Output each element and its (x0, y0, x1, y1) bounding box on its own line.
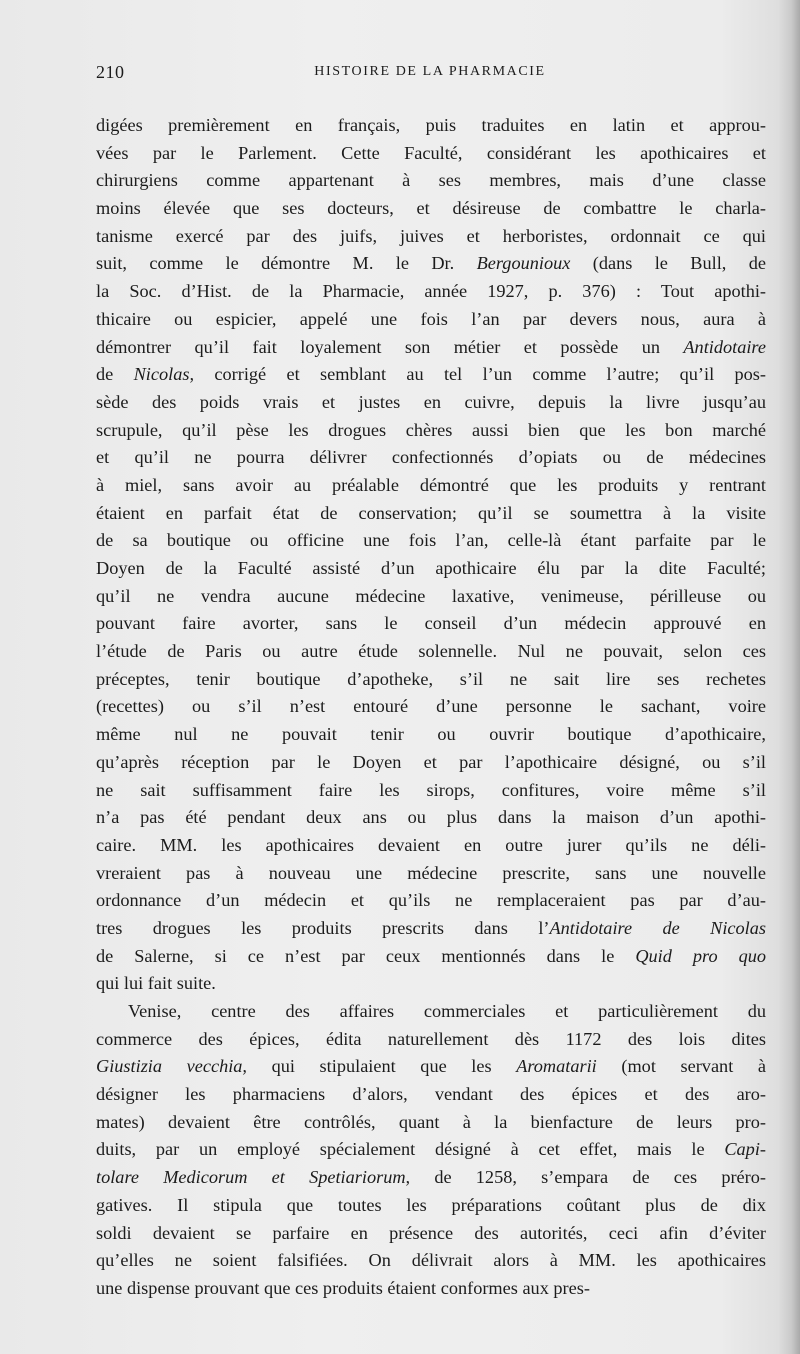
text-segment: ordonnance d’un médecin et qu’ils ne remplaceraient pas par d’au- (96, 890, 766, 911)
text-line (96, 1053, 766, 1081)
text-line (96, 555, 766, 583)
text-line (96, 1164, 766, 1192)
text-segment: étaient en parfait état de conservation; qu’il se soumettra à la visite (96, 502, 766, 523)
text-segment: thicaire ou espicier, appelé une fois l’an par devers nous, aura à (96, 308, 766, 329)
text-line (96, 666, 766, 694)
text-line (96, 112, 766, 140)
text-line (96, 998, 766, 1026)
italic-text: Capi- (724, 1139, 766, 1160)
body-text (96, 112, 766, 1303)
text-segment: suit, comme le démontre M. le Dr. (96, 253, 477, 274)
text-line (96, 527, 766, 555)
text-line (96, 167, 766, 195)
text-line (96, 1192, 766, 1220)
text-line (96, 804, 766, 832)
text-segment: (mot servant à (596, 1056, 766, 1077)
text-line (96, 915, 766, 943)
italic-text: Giustizia vecchia, (96, 1056, 248, 1077)
text-line (96, 444, 766, 472)
text-line (96, 583, 766, 611)
text-line (96, 389, 766, 417)
paragraph (96, 998, 766, 1303)
text-segment: gatives. Il stipula que toutes les préparations coûtant plus de dix (96, 1194, 766, 1215)
text-segment: Doyen de la Faculté assisté d’un apothicaire élu par la dite Faculté; (96, 558, 766, 578)
text-segment: mates) devaient être contrôlés, quant à la bienfacture de leurs pro- (96, 1111, 766, 1132)
text-line (96, 610, 766, 638)
text-segment: de Salerne, si ce n’est par ceux mentionnés dans le (96, 945, 636, 966)
paragraph (96, 112, 766, 998)
text-line (96, 278, 766, 306)
italic-text: Nicolas, (133, 364, 195, 385)
text-segment: vées par le Parlement. Cette Faculté, considérant les apothicaires et (96, 142, 766, 163)
text-segment: pouvant faire avorter, sans le conseil d’un médecin approuvé en (96, 613, 766, 634)
text-segment: qu’il ne vendra aucune médecine laxative, venimeuse, périlleuse ou (96, 585, 766, 606)
text-segment: commerce des épices, édita naturellement dès 1172 des lois dites (96, 1028, 766, 1049)
page-number: 210 (96, 62, 125, 82)
text-line (96, 195, 766, 223)
text-line (96, 361, 766, 389)
italic-text: Antidotaire de Nicolas (549, 917, 766, 938)
text-segment: sède des poids vrais et justes en cuivre, depuis la livre jusqu’au (96, 391, 766, 412)
text-segment: préceptes, tenir boutique d’apotheke, s’il ne sait lire ses rechetes (96, 668, 766, 689)
page-header (96, 62, 764, 86)
text-line (96, 334, 766, 362)
text-line (96, 749, 766, 777)
text-line (96, 887, 766, 915)
text-segment: la Soc. d’Hist. de la Pharmacie, année 1927, p. 376) : Tout apothi- (96, 281, 766, 302)
text-line (96, 721, 766, 749)
italic-text: Bergounioux (476, 253, 571, 274)
text-line (96, 777, 766, 805)
text-line (96, 1247, 766, 1275)
text-segment: caire. MM. les apothicaires devaient en outre jurer qu’ils ne déli- (96, 834, 766, 855)
text-segment: soldi devaient se parfaire en présence des autorités, ceci afin d’éviter (96, 1222, 766, 1243)
text-line (96, 417, 766, 445)
text-line (96, 1026, 766, 1054)
text-segment: de sa boutique ou officine une fois l’an, celle-là étant parfaite par le (96, 530, 766, 551)
text-segment: n’a pas été pendant deux ans ou plus dans la maison d’un apothi- (96, 807, 766, 828)
text-line (96, 638, 766, 666)
text-segment: même nul ne pouvait tenir ou ouvrir boutique d’apothicaire, (96, 724, 766, 745)
text-segment: tres drogues les produits prescrits dans l’ (96, 917, 550, 938)
text-segment: qu’après réception par le Doyen et par l’apothicaire désigné, ou s’il (96, 751, 766, 772)
text-line (96, 500, 766, 528)
text-line (96, 970, 766, 998)
running-head: HISTOIRE DE LA PHARMACIE (314, 64, 546, 79)
italic-text: Antidotaire (683, 336, 766, 357)
text-segment: (dans le Bull, de (570, 253, 767, 274)
text-segment: chirurgiens comme appartenant à ses membres, mais d’une classe (96, 170, 766, 191)
text-line (96, 943, 766, 971)
text-segment: qui lui fait suite. (96, 973, 216, 994)
text-line (96, 1136, 766, 1164)
text-segment: moins élevée que ses docteurs, et désireuse de combattre le charla- (96, 198, 766, 219)
text-line (96, 1220, 766, 1248)
text-segment: démontrer qu’il fait loyalement son métier et possède un (96, 336, 684, 357)
text-segment: Venise, centre des affaires commerciales et particulièrement du (128, 1001, 766, 1021)
text-line (96, 832, 766, 860)
text-line (96, 860, 766, 888)
text-line (96, 1109, 766, 1137)
text-segment: de (96, 364, 134, 385)
text-segment: qui stipulaient que les (247, 1056, 517, 1077)
text-segment: de 1258, s’empara de ces préro- (410, 1167, 766, 1188)
text-segment: désigner les pharmaciens d’alors, vendant des épices et des aro- (96, 1084, 766, 1105)
text-line (96, 140, 766, 168)
text-segment: (recettes) ou s’il n’est entouré d’une personne le sachant, voire (96, 696, 766, 717)
text-line (96, 1275, 766, 1303)
text-segment: corrigé et semblant au tel l’un comme l’autre; qu’il pos- (194, 364, 766, 385)
text-segment: digées premièrement en français, puis traduites en latin et approu- (96, 115, 766, 135)
text-line (96, 693, 766, 721)
text-line (96, 306, 766, 334)
page-edge-shadow (778, 0, 800, 1354)
text-segment: tanisme exercé par des juifs, juives et herboristes, ordonnait ce qui (96, 225, 766, 246)
text-segment: ne sait suffisamment faire les sirops, confitures, voire même s’il (96, 779, 766, 800)
italic-text: Aromatarii (516, 1056, 597, 1077)
text-line (96, 223, 766, 251)
text-line (96, 250, 766, 278)
text-segment: et qu’il ne pourra délivrer confectionnés d’opiats ou de médecines (96, 447, 766, 468)
text-segment: une dispense prouvant que ces produits étaient conformes aux pres- (96, 1277, 590, 1298)
text-line (96, 472, 766, 500)
text-segment: à miel, sans avoir au préalable démontré que les produits y rentrant (96, 474, 766, 495)
italic-text: tolare Medicorum et Spetiariorum, (96, 1167, 411, 1188)
text-line (96, 1081, 766, 1109)
text-segment: qu’elles ne soient falsifiées. On délivrait alors à MM. les apothicaires (96, 1250, 766, 1271)
italic-text: Quid pro quo (635, 945, 767, 966)
text-segment: duits, par un employé spécialement désigné à cet effet, mais le (96, 1139, 725, 1160)
text-segment: vreraient pas à nouveau une médecine prescrite, sans une nouvelle (96, 862, 766, 883)
text-segment: l’étude de Paris ou autre étude solennelle. Nul ne pouvait, selon ces (96, 641, 766, 662)
text-segment: scrupule, qu’il pèse les drogues chères aussi bien que les bon marché (96, 419, 766, 440)
